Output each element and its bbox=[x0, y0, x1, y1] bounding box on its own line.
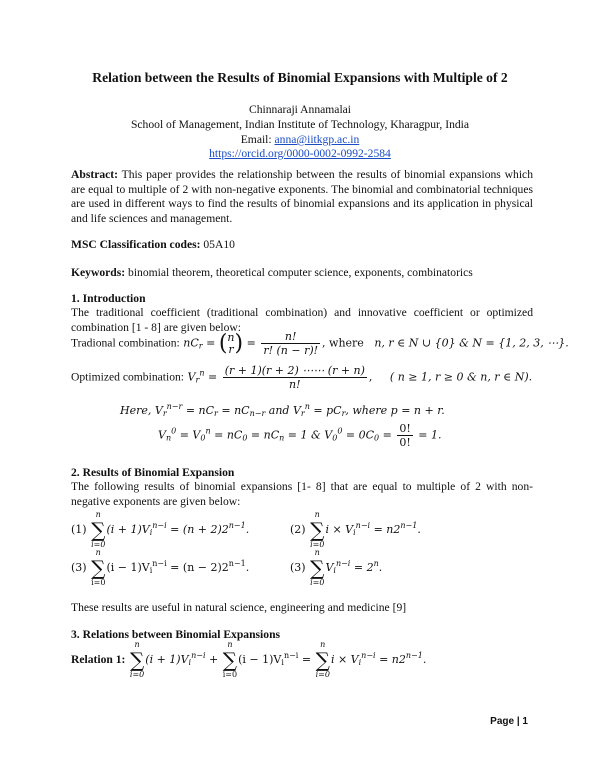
section-2-note: These results are useful in natural science, engineering and medicine [9] bbox=[71, 601, 407, 614]
keywords-label: Keywords: bbox=[71, 266, 126, 279]
opt-condition: ( n ≥ 1, r ≥ 0 & n, r ∈ N). bbox=[389, 370, 533, 384]
abstract-text: This paper provides the relationship between the results of binomial expansions which are equal to multiple of 2 with non-negative exponents. The binomial and combinatorial techniques are used in different ways to find the results of binomial expansions and its application in physical and life sciences and management. bbox=[71, 168, 533, 225]
section-2-text: The following results of binomial expansions [1- 8] that are equal to multiple of 2 with non-negative exponents are given below: bbox=[71, 480, 533, 508]
abstract bbox=[71, 168, 533, 226]
email-link[interactable]: anna@iitkgp.ac.in bbox=[274, 133, 360, 146]
email-label: Email: bbox=[240, 133, 275, 146]
where-text: , where bbox=[322, 336, 364, 350]
abstract-label: Abstract: bbox=[71, 168, 119, 181]
section-2-heading: 2. Results of Binomial Expansion bbox=[71, 466, 235, 479]
optimized-combination-formula: Optimized combination: $V_r^n$ = $\frac{(r + 1)(r + 2) \cdots\cdots (r + n)}{n!}$ , ( n ≥ 1, r ≥ 0 & n, r ∈ N). bbox=[71, 364, 533, 391]
trad-label: Tradional combination: bbox=[71, 336, 180, 350]
author-name: Chinnaraji Annamalai bbox=[248, 103, 352, 116]
orcid-line bbox=[0, 146, 600, 161]
orcid-link[interactable]: https://orcid.org/0000-0002-0992-2584 bbox=[209, 147, 391, 160]
section-3-heading: 3. Relations between Binomial Expansions bbox=[71, 628, 281, 641]
keywords-line bbox=[71, 266, 533, 281]
result-2: (2) n ∑ i=0 $i \times V_i^{n-i} = n2^{n-1}$. bbox=[290, 510, 421, 549]
section-1-text: The traditional coefficient (traditional combination) and innovative coefficient or optimized combination [1 - 8] are given below: bbox=[71, 306, 533, 334]
equation-here: Here, $V_r^{n-r} = nC_r = nC_{n-r}$ and $V_r^n = pC_r$, where p = n + r. bbox=[120, 402, 445, 418]
result-3a: (3) n ∑ i=0 $(i - 1)V_i^{n-i} = (n - 2)2^{n-1}$. bbox=[71, 548, 250, 587]
keywords-value: binomial theorem, theoretical computer science, exponents, combinatorics bbox=[128, 266, 473, 279]
msc-line bbox=[71, 238, 533, 253]
author-affiliation: School of Management, Indian Institute of Technology, Kharagpur, India bbox=[130, 118, 470, 131]
msc-value: 05A10 bbox=[203, 238, 235, 251]
traditional-combination-formula: Tradional combination: $nC_r = (n$ r) = $\frac{n!}{r! (n - r)!}$ , where n, r ∈ N ∪ {0} & N = {1, 2, 3, ⋯}. bbox=[71, 330, 569, 357]
equation-zero: $V_n^0 = V_0^n = nC_0 = nC_n = 1$ & $V_0^0 = 0C_0$ = $\frac{0!}{0!}$ = 1. bbox=[158, 422, 442, 449]
author-email-line bbox=[0, 132, 600, 147]
page-number: Page | 1 bbox=[490, 716, 528, 727]
trad-condition: n, r ∈ N ∪ {0} & N = {1, 2, 3, ⋯}. bbox=[374, 336, 569, 350]
opt-label: Optimized combination: bbox=[71, 370, 185, 384]
relation-label: Relation 1: bbox=[71, 653, 126, 666]
relation-1: Relation 1: n ∑ i=0 $(i + 1)V_i^{n-i}$ + n ∑ i=0 $(i - 1)V_i^{n-i}$ = n ∑ i=0 $i \times V_i^{n-i} = n2^{n-1}$. bbox=[71, 640, 427, 679]
section-1-heading: 1. Introduction bbox=[71, 292, 146, 305]
result-1: (1) n ∑ i=0 $(i + 1)V_i^{n-i} = (n + 2)2^{n-1}$. bbox=[71, 510, 250, 549]
paper-title: Relation between the Results of Binomial Expansions with Multiple of 2 bbox=[92, 70, 508, 85]
msc-label: MSC Classification codes: bbox=[71, 238, 201, 251]
result-3b: (3) n ∑ i=0 $V_i^{n-i} = 2^n$. bbox=[290, 548, 383, 587]
